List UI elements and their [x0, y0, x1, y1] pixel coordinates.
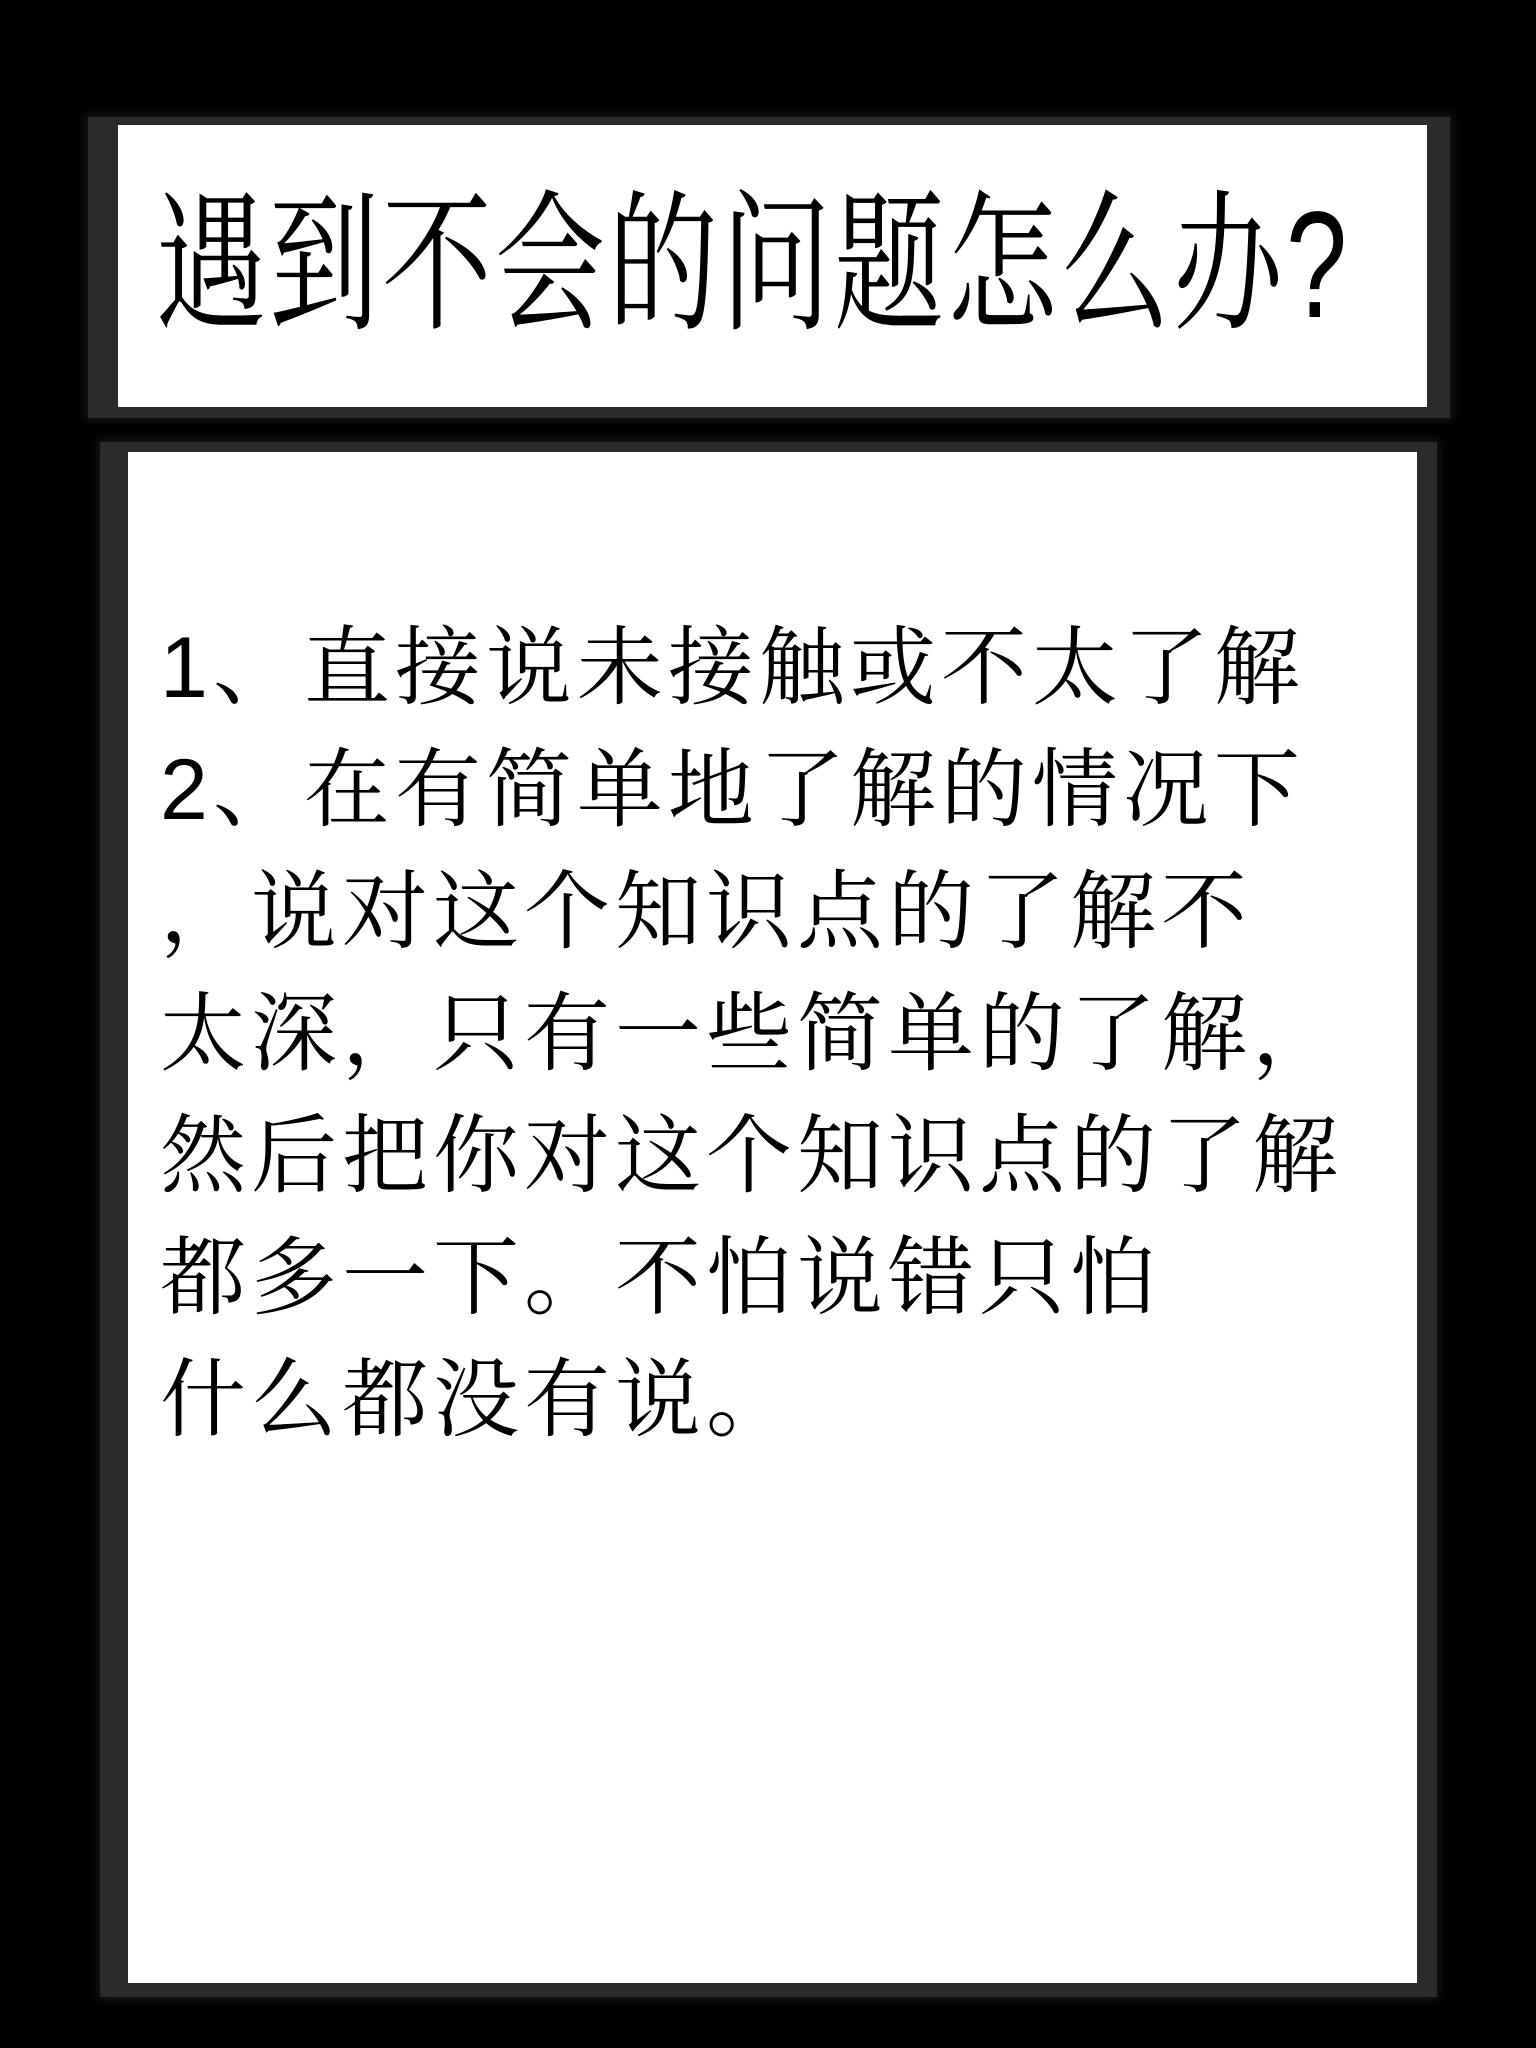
- body-line: 太深，只有一些简单的了解，: [160, 986, 1343, 1082]
- page-title: 遇到不会的问题怎么办?: [156, 180, 1351, 351]
- title-card: [88, 117, 1450, 418]
- body-text: [160, 607, 1343, 1461]
- body-line: ，说对这个知识点的了解不: [160, 864, 1252, 960]
- body-line: 都多一下。不怕说错只怕: [160, 1230, 1161, 1326]
- body-line: 然后把你对这个知识点的了解: [160, 1108, 1343, 1204]
- body-line: 1、直接说未接触或不太了解: [160, 620, 1305, 716]
- body-line: 什么都没有说。: [160, 1352, 797, 1448]
- content-card: [100, 442, 1437, 1997]
- body-line: 2、在有简单地了解的情况下: [160, 742, 1305, 838]
